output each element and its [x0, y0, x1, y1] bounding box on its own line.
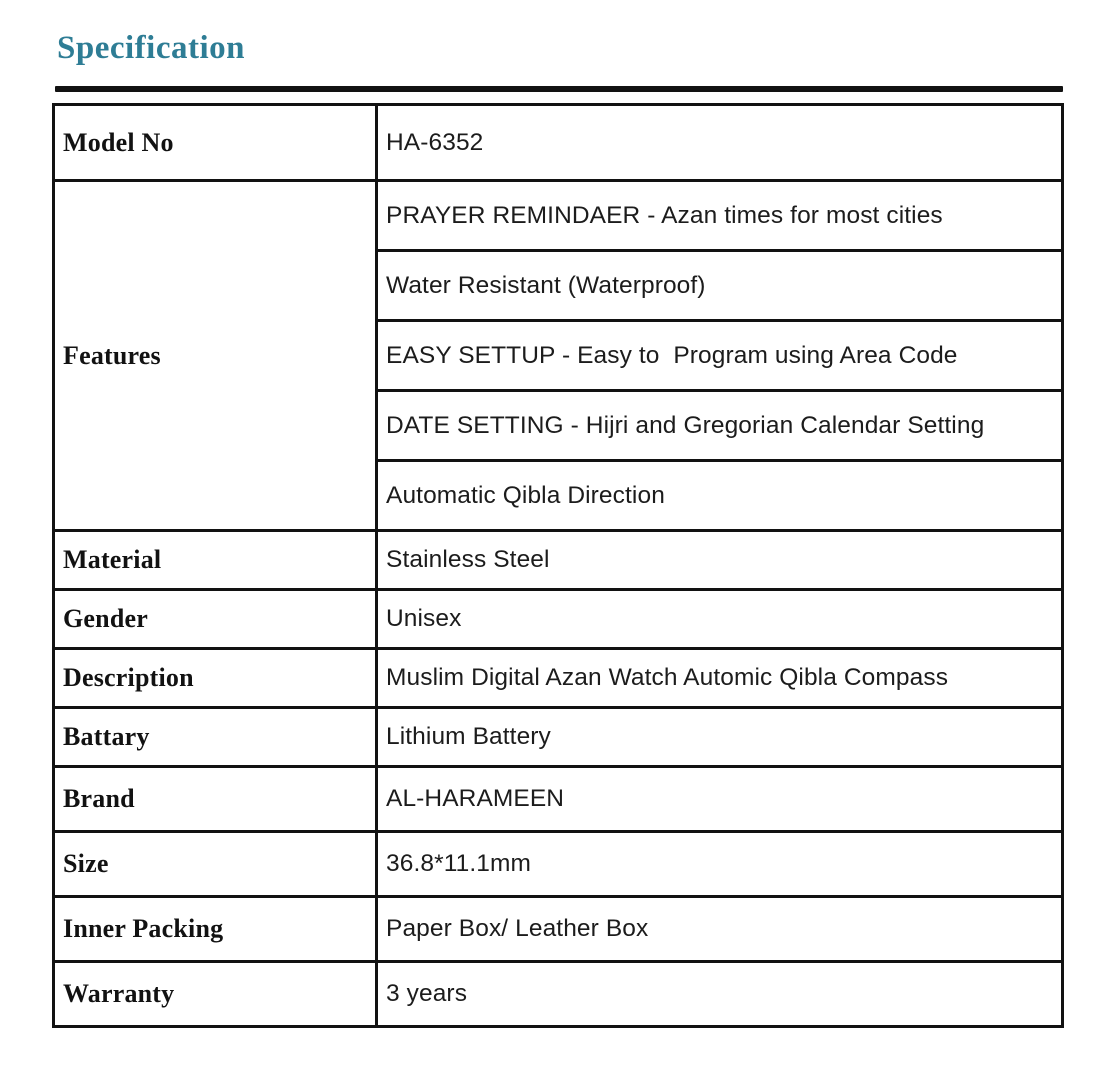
spec-value: Muslim Digital Azan Watch Automic Qibla Compass	[377, 649, 1063, 708]
spec-label: Gender	[54, 590, 377, 649]
spec-label: Inner Packing	[54, 897, 377, 962]
spec-label: Size	[54, 832, 377, 897]
specification-table	[52, 103, 1064, 1028]
table-row	[54, 531, 1063, 590]
spec-value: Stainless Steel	[377, 531, 1063, 590]
spec-value: Lithium Battery	[377, 708, 1063, 767]
spec-value: 36.8*11.1mm	[377, 832, 1063, 897]
page-title: Specification	[57, 30, 245, 66]
spec-value: Paper Box/ Leather Box	[377, 897, 1063, 962]
spec-label: Warranty	[54, 962, 377, 1027]
spec-value: Water Resistant (Waterproof)	[377, 251, 1063, 321]
spec-value: 3 years	[377, 962, 1063, 1027]
spec-value: AL-HARAMEEN	[377, 767, 1063, 832]
spec-value: PRAYER REMINDAER - Azan times for most cities	[377, 181, 1063, 251]
table-row	[54, 105, 1063, 181]
table-row	[54, 590, 1063, 649]
spec-label: Material	[54, 531, 377, 590]
table-row	[54, 649, 1063, 708]
table-row	[54, 897, 1063, 962]
table-row	[54, 708, 1063, 767]
spec-label: Model No	[54, 105, 377, 181]
spec-value: Automatic Qibla Direction	[377, 461, 1063, 531]
spec-value: DATE SETTING - Hijri and Gregorian Calendar Setting	[377, 391, 1063, 461]
title-underline	[55, 86, 1063, 92]
table-row	[54, 832, 1063, 897]
spec-value: Unisex	[377, 590, 1063, 649]
spec-label: Battary	[54, 708, 377, 767]
table-row	[54, 767, 1063, 832]
spec-table-body	[54, 105, 1063, 1027]
spec-label: Features	[54, 181, 377, 531]
spec-label: Brand	[54, 767, 377, 832]
table-row	[54, 962, 1063, 1027]
spec-label: Description	[54, 649, 377, 708]
spec-value: HA-6352	[377, 105, 1063, 181]
spec-value: EASY SETTUP - Easy to Program using Area Code	[377, 321, 1063, 391]
table-row	[54, 181, 1063, 251]
